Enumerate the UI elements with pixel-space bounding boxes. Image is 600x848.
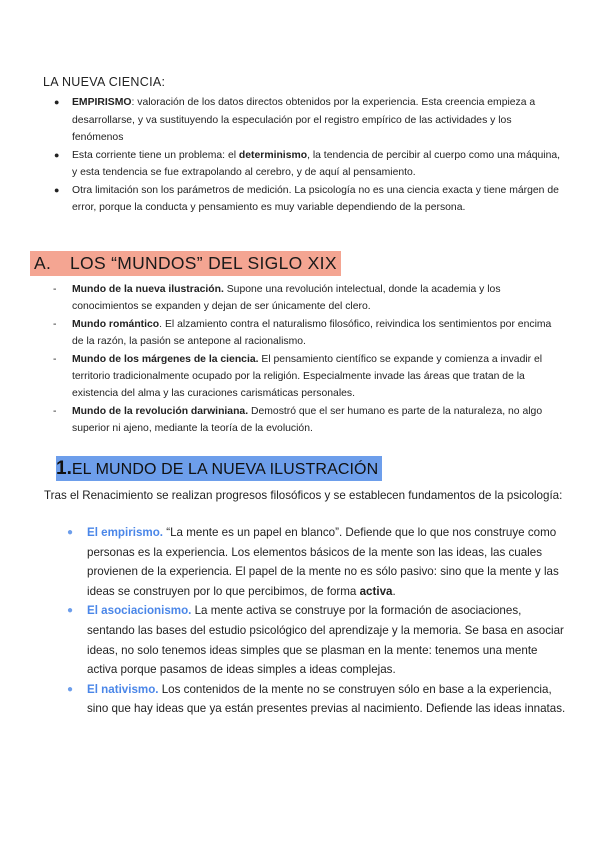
bullet-icon: ● bbox=[54, 149, 60, 160]
item-text: , la tendencia de percibir al cuerpo como una máquina, y esta tendencia se fue extrapolando al cerebro, y de aquí al pensamiento. bbox=[72, 149, 561, 178]
section-a-heading bbox=[30, 251, 341, 276]
dash-icon: - bbox=[53, 284, 57, 295]
list-item bbox=[66, 680, 566, 719]
bullet-icon: ● bbox=[67, 605, 74, 617]
item-text: . El alzamiento contra el naturalismo filosófico, reivindica los sentimientos por encima de la razón, la pasión se antepone al racionalismo. bbox=[72, 318, 552, 348]
item-end: . bbox=[392, 584, 396, 598]
section-1-heading bbox=[56, 456, 382, 481]
nueva-ciencia-list bbox=[51, 94, 561, 217]
item-text: Demostró que el ser humano es parte de la naturaleza, no algo superior ni ajeno, mediante la teoría de la evolución. bbox=[72, 405, 543, 435]
dash-icon: - bbox=[53, 353, 57, 365]
dash-icon: - bbox=[53, 318, 57, 330]
list-item bbox=[51, 94, 561, 147]
section-a-letter: A. bbox=[34, 253, 52, 273]
list-item bbox=[51, 403, 561, 438]
section-1-number: 1. bbox=[56, 458, 72, 479]
item-emphasis: activa bbox=[359, 584, 393, 598]
list-item bbox=[66, 601, 566, 679]
item-term: Mundo romántico bbox=[72, 318, 160, 330]
item-pretext: Esta corriente tiene un problema: el bbox=[72, 149, 239, 161]
list-item bbox=[51, 147, 561, 182]
list-item bbox=[51, 182, 561, 217]
bullet-icon: ● bbox=[54, 184, 60, 195]
bullet-icon: ● bbox=[67, 683, 74, 695]
item-term: El empirismo. bbox=[87, 526, 164, 539]
item-term: Mundo de los márgenes de la ciencia. bbox=[72, 353, 259, 365]
item-term: Mundo de la revolución darwiniana. bbox=[72, 405, 249, 417]
list-item bbox=[51, 351, 561, 403]
item-text: Supone una revolución intelectual, donde la academia y los conocimientos se expanden y dejan de ser únicamente del clero. bbox=[72, 284, 501, 313]
item-text: “La mente es un papel en blanco”. Defiende que lo que nos construye como personas es la experiencia. Los elementos básicos de la mente son las ideas, las cuales provienen de la experiencia. El papel de la mente no es sólo pasivo: sino que la mente y las ideas se construyen por lo que percibimos, de forma bbox=[87, 526, 559, 598]
section-a-list bbox=[51, 281, 561, 438]
item-term: EMPIRISMO bbox=[72, 97, 132, 108]
nueva-ciencia-title: LA NUEVA CIENCIA: bbox=[43, 75, 166, 89]
item-text: El pensamiento científico se expande y comienza a invadir el territorio tradicionalmente ocupado por la religión. Especialmente invade las áreas que tratan de la existencia del alma y las curaciones carismáticas personales. bbox=[72, 353, 543, 400]
list-item bbox=[51, 316, 561, 351]
list-item bbox=[51, 281, 561, 316]
section-1-intro: Tras el Renacimiento se realizan progresos filosóficos y se establecen fundamentos de la psicología: bbox=[44, 489, 563, 502]
section-a-title: LOS “MUNDOS” DEL SIGLO XIX bbox=[70, 253, 337, 273]
item-term: El asociacionismo. bbox=[87, 604, 192, 618]
item-term: determinismo bbox=[238, 149, 308, 161]
item-text: Los contenidos de la mente no se construyen sólo en base a la experiencia, sino que hay ideas que ya están presentes previas al nacimiento. Defiende las ideas innatas. bbox=[87, 682, 566, 716]
section-1-list bbox=[66, 523, 566, 719]
item-text: La mente activa se construye por la formación de asociaciones, sentando las bases del estudio psicológico del aprendizaje y la memoria. Se basa en asociar ideas, no solo tenemos ideas simples que se plasman en la mente: tenemos una mente activa porque pasamos de ideas simples a ideas complejas. bbox=[87, 604, 564, 677]
list-item bbox=[66, 523, 566, 601]
section-1-title: EL MUNDO DE LA NUEVA ILUSTRACIÓN bbox=[71, 461, 379, 478]
item-term: El nativismo. bbox=[87, 682, 159, 696]
item-term: Mundo de la nueva ilustración. bbox=[72, 284, 224, 295]
item-text: : valoración de los datos directos obtenidos por la experiencia. Esta creencia empieza a desarrollarse, y va sustituyendo la especulación por el registro empírico de las actividades y los fenómenos bbox=[72, 97, 536, 143]
item-text: Otra limitación son los parámetros de medición. La psicología no es una ciencia exacta y tiene márgen de error, porque la conducta y pensamiento es muy variable dependiendo de la persona. bbox=[72, 184, 559, 213]
bullet-icon: ● bbox=[54, 97, 60, 107]
dash-icon: - bbox=[53, 405, 57, 417]
bullet-icon: ● bbox=[67, 527, 74, 538]
